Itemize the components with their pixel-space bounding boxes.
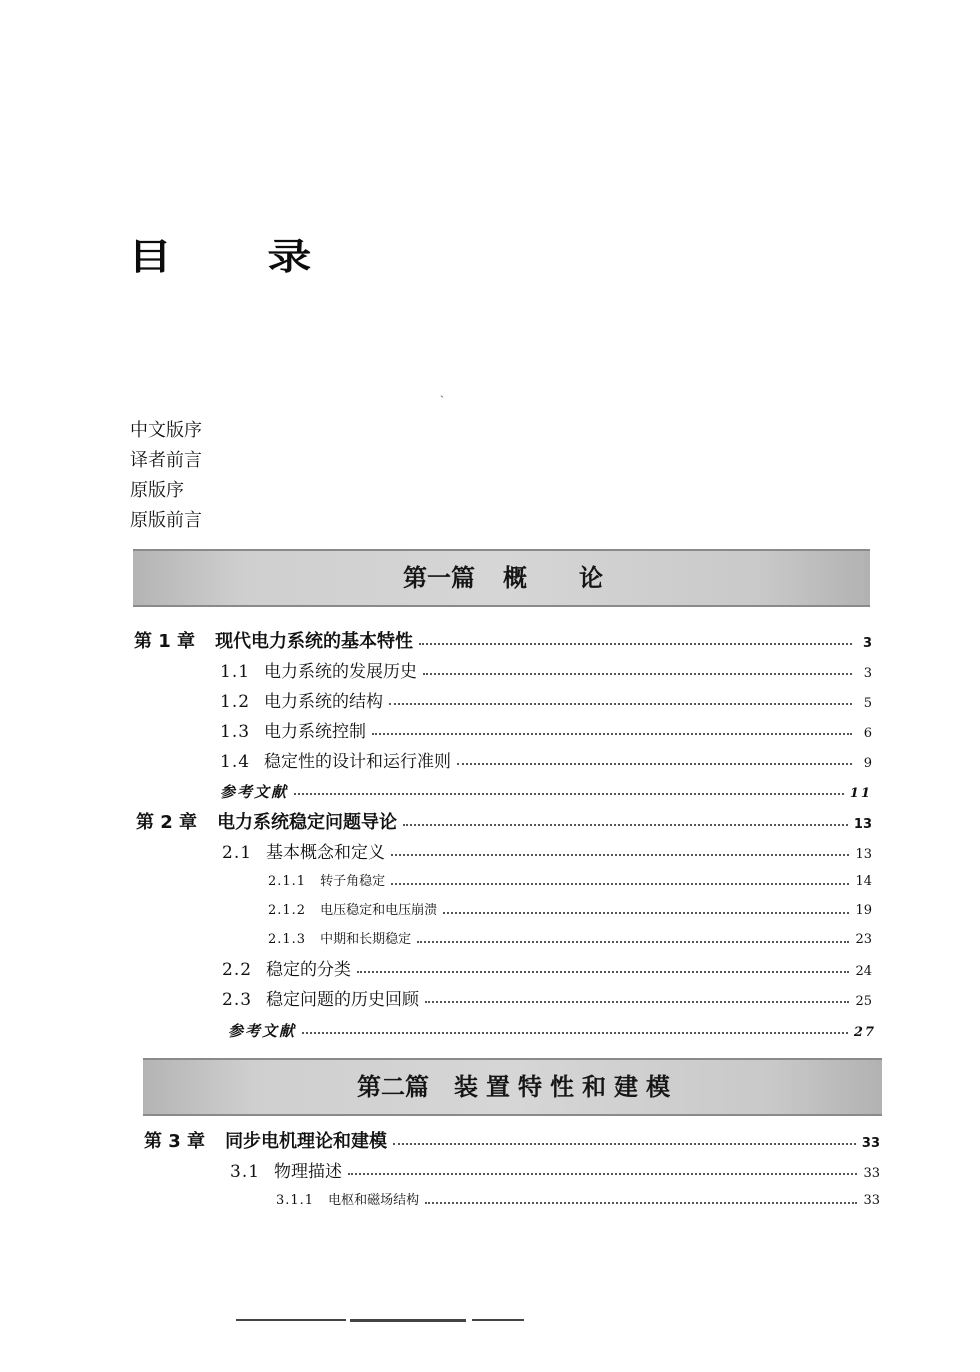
front-matter-original-foreword[interactable]: 原版前言 — [130, 510, 202, 531]
part-1-name-char: 论 — [579, 564, 603, 592]
footer-rule — [236, 1319, 346, 1321]
toc-section-row[interactable] — [222, 838, 872, 868]
front-matter-list — [130, 416, 202, 536]
toc-number: 2.1.2 — [268, 903, 307, 918]
toc-number: 2.2 — [222, 960, 253, 980]
toc-chapter-row[interactable] — [136, 808, 872, 838]
toc-subsection-row[interactable] — [268, 925, 872, 955]
part-2-name-char: 建 — [614, 1073, 638, 1101]
part-2-name-char: 特 — [518, 1073, 542, 1101]
toc-number: 3.1.1 — [276, 1193, 315, 1208]
toc-subsection-row[interactable] — [268, 867, 872, 897]
toc-section-row[interactable] — [222, 955, 872, 985]
dot-leader — [425, 1001, 849, 1003]
toc-section-row[interactable] — [222, 985, 872, 1015]
toc-chapter-row[interactable] — [144, 1127, 880, 1157]
dot-leader — [348, 1173, 857, 1175]
dot-leader — [372, 733, 852, 735]
toc-chapter-row[interactable] — [134, 627, 872, 657]
dot-leader — [425, 1202, 857, 1204]
toc-page-number: 3 — [862, 636, 872, 651]
toc-subsection-row[interactable] — [276, 1186, 880, 1216]
dot-leader — [443, 912, 849, 914]
toc-number: 第 1 章 — [134, 631, 196, 652]
toc-page-number: 24 — [855, 964, 872, 979]
toc-title: 转子角稳定 — [320, 874, 386, 889]
toc-number: 第 2 章 — [136, 812, 198, 833]
scan-mark: ˏ — [440, 384, 444, 398]
toc-number: 2.3 — [222, 990, 253, 1010]
toc-number: 1.3 — [220, 722, 251, 742]
dot-leader — [417, 941, 849, 943]
part-2-banner — [143, 1058, 882, 1116]
toc-page-number: 23 — [855, 932, 872, 947]
part-2-label: 第二篇 — [357, 1073, 429, 1101]
toc-title: 稳定问题的历史回顾 — [266, 990, 420, 1010]
dot-leader — [391, 883, 849, 885]
front-matter-translator-foreword[interactable]: 译者前言 — [130, 450, 202, 471]
dot-leader — [423, 673, 852, 675]
toc-title: 电力系统的结构 — [264, 692, 384, 712]
dot-leader — [403, 824, 848, 826]
toc-page-number: 33 — [861, 1136, 880, 1151]
toc-page-number: 3 — [863, 666, 872, 681]
toc-title: 电力系统稳定问题导论 — [217, 812, 398, 833]
footer-rule — [472, 1319, 524, 1321]
part-2-name-char: 模 — [646, 1073, 670, 1101]
toc-page-number: 33 — [863, 1166, 880, 1181]
footer-rule — [350, 1319, 466, 1322]
toc-number: 第 3 章 — [144, 1131, 206, 1152]
dot-leader — [457, 763, 852, 765]
toc-page-number: 13 — [853, 817, 872, 832]
part-1-label: 第一篇 — [403, 564, 475, 592]
part-1-banner — [133, 549, 870, 607]
toc-title: 电力系统控制 — [264, 722, 367, 742]
dot-leader — [391, 854, 849, 856]
front-matter-original-preface[interactable]: 原版序 — [130, 480, 184, 501]
part-2-name-char: 装 — [454, 1073, 478, 1101]
part-2-name-char: 和 — [582, 1073, 606, 1101]
toc-page-number: 27 — [853, 1025, 876, 1040]
toc-page-number: 6 — [863, 726, 872, 741]
dot-leader — [389, 703, 852, 705]
toc-number: 1.2 — [220, 692, 251, 712]
toc-page-number: 33 — [863, 1193, 880, 1208]
toc-page-number: 11 — [849, 786, 872, 801]
toc-title: 稳定性的设计和运行准则 — [264, 752, 452, 772]
toc-section-row[interactable] — [220, 717, 872, 747]
toc-page-number: 14 — [855, 874, 872, 889]
toc-subsection-row[interactable] — [268, 896, 872, 926]
toc-references-row[interactable] — [220, 777, 872, 807]
toc-title: 基本概念和定义 — [266, 843, 386, 863]
toc-page-number: 25 — [855, 994, 872, 1009]
front-matter-preface-cn[interactable]: 中文版序 — [130, 420, 202, 441]
toc-title: 参考文献 — [228, 1022, 297, 1040]
toc-page-number: 5 — [863, 696, 872, 711]
toc-section-row[interactable] — [220, 657, 872, 687]
toc-title: 电压稳定和电压崩溃 — [320, 903, 438, 918]
part-1-name-char: 概 — [503, 564, 527, 592]
dot-leader — [419, 643, 852, 645]
part-2-name-char: 性 — [550, 1073, 574, 1101]
toc-section-row[interactable] — [220, 687, 872, 717]
toc-title: 参考文献 — [220, 783, 289, 801]
toc-page-number: 19 — [855, 903, 872, 918]
dot-leader — [393, 1143, 856, 1145]
toc-title: 电枢和磁场结构 — [328, 1193, 420, 1208]
toc-title: 电力系统的发展历史 — [264, 662, 418, 682]
dot-leader — [302, 1032, 848, 1034]
toc-references-row[interactable] — [228, 1016, 876, 1046]
toc-title: 现代电力系统的基本特性 — [215, 631, 414, 652]
toc-number: 2.1.1 — [268, 874, 307, 889]
toc-number: 1.1 — [220, 662, 251, 682]
toc-section-row[interactable] — [230, 1157, 880, 1187]
toc-title: 物理描述 — [274, 1162, 343, 1182]
toc-title: 中期和长期稳定 — [320, 932, 412, 947]
toc-number: 2.1.3 — [268, 932, 307, 947]
toc-number: 2.1 — [222, 843, 253, 863]
toc-title: 稳定的分类 — [266, 960, 352, 980]
dot-leader — [294, 793, 844, 795]
toc-section-row[interactable] — [220, 747, 872, 777]
toc-page-number: 9 — [863, 756, 872, 771]
toc-number: 3.1 — [230, 1162, 261, 1182]
toc-title: 同步电机理论和建模 — [225, 1131, 388, 1152]
toc-number: 1.4 — [220, 752, 251, 772]
part-2-name-char: 置 — [486, 1073, 510, 1101]
toc-page-number: 13 — [855, 847, 872, 862]
dot-leader — [357, 971, 849, 973]
page-title: 目 录 — [128, 236, 352, 279]
